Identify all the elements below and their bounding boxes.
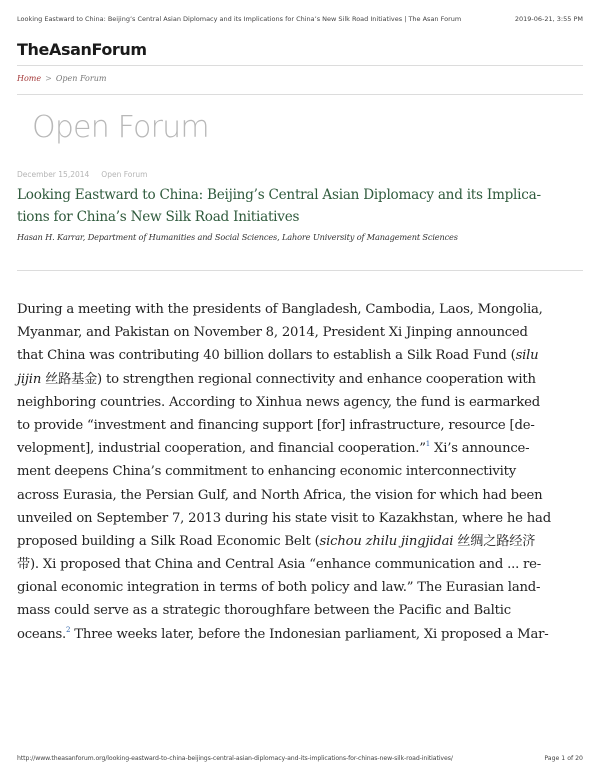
breadcrumb-current: Open Forum — [55, 74, 107, 83]
breadcrumb — [17, 74, 106, 86]
body-line: 带). Xi proposed that China and Central Asia “enhance communication and ... re- — [17, 557, 542, 573]
footnote-ref-2[interactable]: 2 — [66, 625, 71, 634]
print-page-number: Page 1 of 20 — [544, 755, 583, 762]
print-timestamp: 2019-06-21, 3:55 PM — [514, 15, 583, 23]
footnote-ref-1[interactable]: 1 — [425, 440, 431, 449]
print-page-title: Looking Eastward to China: Beijing’s Central Asian Diplomacy and its Implications for China’s New Silk Road Initiatives | The Asan Forum — [17, 15, 462, 23]
body-text-run: oceans. — [17, 626, 67, 642]
body-line — [17, 530, 587, 553]
body-text-run: 丝绸之路经济 — [453, 533, 536, 549]
article-body — [17, 298, 587, 646]
body-text-run: velopment], industrial cooperation, and financial cooperation.” — [17, 441, 426, 457]
article-author: Hasan H. Karrar, Department of Humanities and Social Sciences, Lahore University of Management Sciences — [17, 232, 458, 242]
body-line — [17, 437, 587, 460]
body-line — [17, 344, 587, 367]
body-italic-term: sichou zhilu jingjidai — [319, 533, 454, 549]
section-title: Open Forum — [32, 110, 209, 145]
body-italic-term: jijin — [17, 371, 42, 387]
header-divider — [17, 65, 583, 66]
body-line: During a meeting with the presidents of Bangladesh, Cambodia, Laos, Mongolia, — [17, 302, 543, 317]
print-header — [17, 15, 583, 27]
print-footer — [17, 755, 583, 767]
body-line: to provide “investment and financing support [for] infrastructure, resource [de- — [17, 417, 535, 433]
body-line: neighboring countries. According to Xinhua news agency, the fund is earmarked — [17, 394, 541, 410]
body-line: across Eurasia, the Persian Gulf, and North Africa, the vision for which had been — [17, 487, 543, 503]
breadcrumb-home-link[interactable]: Home — [17, 74, 42, 83]
article-title-line-2: tions for China’s New Silk Road Initiatives — [17, 209, 300, 225]
post-category-link[interactable]: Open Forum — [101, 170, 148, 179]
body-text-run: proposed building a Silk Road Economic Belt ( — [17, 533, 320, 549]
print-url: http://www.theasanforum.org/looking-eastward-to-china-beijings-central-asian-diplomacy-and-its-implications-for-chinas-new-silk-road-initiatives/ — [17, 755, 453, 762]
breadcrumb-divider — [17, 94, 583, 95]
body-line: ment deepens China’s commitment to enhancing economic interconnectivity — [17, 464, 517, 480]
article-title-line-1: Looking Eastward to China: Beijing’s Central Asian Diplomacy and its Implica- — [17, 187, 541, 203]
body-text-run: 丝路基金) to strengthen regional connectivity and enhance cooperation with — [41, 371, 536, 387]
body-line: mass could serve as a strategic thoroughfare between the Pacific and Baltic — [17, 603, 511, 619]
article-title — [17, 184, 583, 228]
body-line: gional economic integration in terms of both policy and law.” The Eurasian land- — [17, 580, 541, 596]
post-meta — [17, 170, 148, 179]
post-date: December 15,2014 — [17, 170, 90, 179]
body-text-run: Three weeks later, before the Indonesian parliament, Xi proposed a Mar- — [70, 626, 549, 642]
body-line: unveiled on September 7, 2013 during his state visit to Kazakhstan, where he had — [17, 510, 551, 526]
article-divider — [17, 270, 583, 271]
body-line — [17, 623, 587, 646]
breadcrumb-separator: > — [45, 74, 52, 83]
body-line — [17, 368, 587, 391]
site-logo[interactable]: TheAsanForum — [17, 40, 147, 59]
body-italic-term: silu — [515, 348, 539, 364]
body-text-run: Xi’s announce- — [430, 441, 530, 457]
body-line: Myanmar, and Pakistan on November 8, 2014, President Xi Jinping announced — [17, 325, 528, 341]
body-text-run: that China was contributing 40 billion dollars to establish a Silk Road Fund ( — [17, 348, 516, 364]
